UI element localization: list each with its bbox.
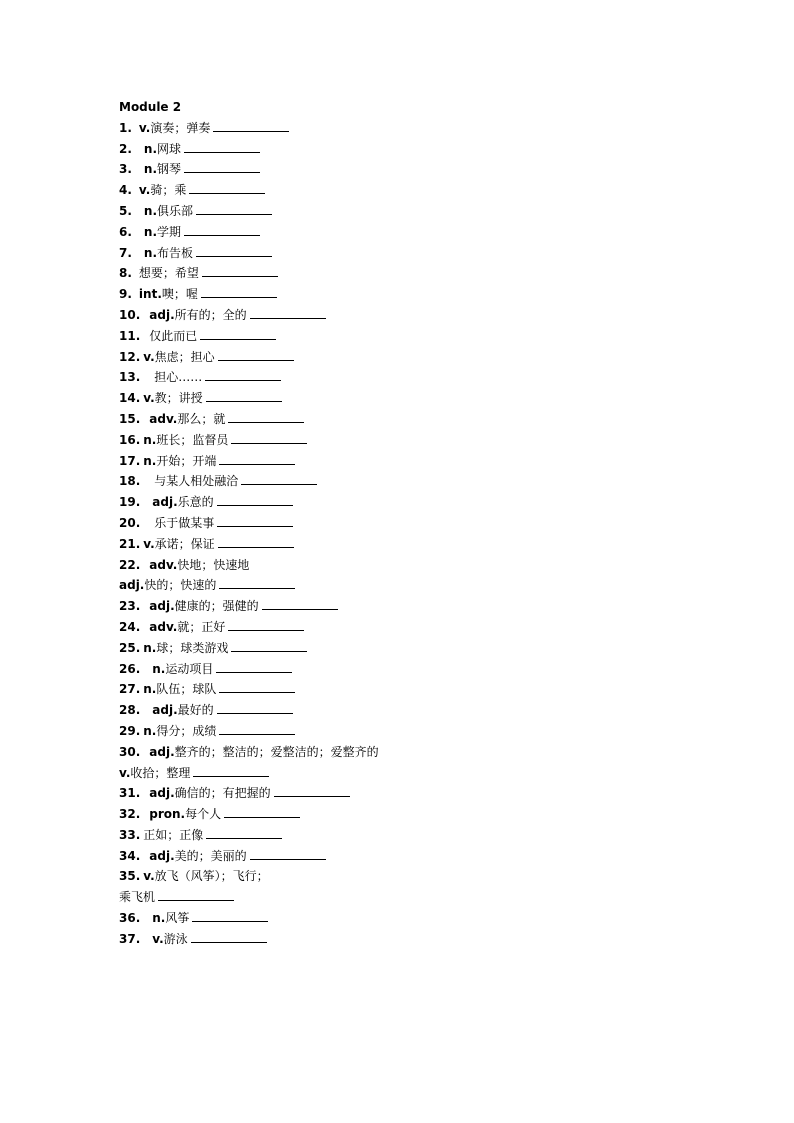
item-meaning: 开始；开端 [156,453,217,468]
item-meaning: 收拾；整理 [130,765,191,780]
answer-blank [262,608,338,610]
part-of-speech: n. [143,723,157,738]
list-item [119,367,419,388]
list-item [119,513,419,534]
item-number: 30. [119,744,141,759]
item-meaning: 最好的 [177,703,214,718]
item-number: 19. [119,495,141,510]
item-meaning: 乐于做某事 [154,515,215,530]
item-meaning: 游泳 [163,931,188,946]
part-of-speech: adj. [152,495,178,510]
item-meaning: 美的；美丽的 [174,848,247,863]
list-item [119,159,419,180]
answer-blank [250,317,326,319]
list-item [119,305,419,326]
part-of-speech: adj. [149,848,175,863]
item-number: 12. [119,349,141,364]
list-item [119,451,419,472]
part-of-speech: pron. [149,807,186,822]
item-meaning: 焦虑；担心 [154,349,215,364]
item-number: 32. [119,807,141,822]
list-item [119,326,419,347]
list-item [119,575,419,596]
item-meaning: 整齐的；整洁的；爱整洁的；爱整齐的 [174,744,379,759]
item-number: 22. [119,557,141,572]
answer-blank [231,650,307,652]
list-item [119,700,419,721]
item-number: 1. [119,120,132,135]
list-item [119,887,419,908]
item-meaning: 与某人相处融洽 [154,474,239,489]
part-of-speech: n. [143,141,158,156]
item-meaning: 网球 [157,141,182,156]
item-meaning: 正如；正像 [143,827,204,842]
answer-blank [219,733,295,735]
answer-blank [224,816,300,818]
part-of-speech: n. [143,432,157,447]
item-number: 35. [119,869,141,884]
list-item [119,742,419,763]
list-item [119,471,419,492]
item-meaning: 噢；喔 [161,287,198,302]
answer-blank [191,941,267,943]
item-number: 26. [119,661,141,676]
list-item [119,139,419,160]
item-number: 10. [119,307,141,322]
part-of-speech: n. [143,203,158,218]
list-item [119,492,419,513]
part-of-speech: adj. [149,744,175,759]
list-item [119,118,419,139]
list-item [119,534,419,555]
item-meaning: 演奏；弹奏 [150,120,211,135]
item-number: 11. [119,328,141,343]
list-item [119,263,419,284]
item-meaning: 快地；快速地 [177,557,250,572]
item-number: 20. [119,515,141,530]
answer-blank [241,483,317,485]
answer-blank [216,671,292,673]
answer-blank [201,296,277,298]
item-meaning: 运动项目 [165,661,214,676]
answer-blank [202,275,278,277]
answer-blank [196,213,272,215]
item-meaning: 想要；希望 [138,266,199,281]
list-item [119,721,419,742]
item-meaning: 风筝 [165,911,190,926]
answer-blank [219,463,295,465]
item-meaning: 乘飞机 [119,890,156,905]
answer-blank [219,691,295,693]
item-number: 28. [119,703,141,718]
part-of-speech: int. [138,287,162,302]
list-item [119,222,419,243]
item-number: 7. [119,245,132,260]
item-number: 6. [119,224,132,239]
part-of-speech: v. [143,391,155,406]
part-of-speech: v. [143,869,155,884]
list-item [119,284,419,305]
list-item [119,409,419,430]
part-of-speech: n. [143,453,157,468]
item-number: 31. [119,786,141,801]
item-meaning: 担心…… [154,370,203,385]
item-meaning: 放飞（风筝）；飞行； [154,869,269,884]
part-of-speech: v. [143,349,155,364]
item-number: 29. [119,723,141,738]
list-item [119,846,419,867]
item-meaning: 教；讲授 [154,391,203,406]
answer-blank [206,400,282,402]
vocabulary-items [119,118,419,950]
answer-blank [184,234,260,236]
item-number: 21. [119,536,141,551]
item-meaning: 钢琴 [157,162,182,177]
list-item [119,430,419,451]
answer-blank [213,130,289,132]
part-of-speech: adj. [152,703,178,718]
item-number: 9. [119,287,132,302]
item-meaning: 学期 [157,224,182,239]
part-of-speech: adv. [149,411,178,426]
part-of-speech: v. [138,120,151,135]
item-meaning: 骑；乘 [150,183,187,198]
item-number: 37. [119,931,141,946]
list-item [119,783,419,804]
item-number: 5. [119,203,132,218]
answer-blank [218,359,294,361]
item-meaning: 确信的；有把握的 [174,786,271,801]
item-number: 25. [119,640,141,655]
list-item [119,825,419,846]
part-of-speech: adj. [149,307,175,322]
item-meaning: 仅此而已 [149,328,198,343]
item-number: 24. [119,619,141,634]
answer-blank [189,192,265,194]
answer-blank [200,338,276,340]
answer-blank [218,546,294,548]
list-item [119,929,419,950]
answer-blank [196,255,272,257]
part-of-speech: n. [152,911,166,926]
item-number: 23. [119,599,141,614]
list-item [119,388,419,409]
list-item [119,763,419,784]
answer-blank [231,442,307,444]
answer-blank [192,920,268,922]
answer-blank [217,504,293,506]
answer-blank [205,379,281,381]
item-number: 27. [119,682,141,697]
part-of-speech: v. [119,765,131,780]
item-number: 3. [119,162,132,177]
list-item [119,555,419,576]
vocabulary-list [119,97,419,950]
item-number: 33. [119,827,141,842]
answer-blank [184,151,260,153]
module-title: Module 2 [119,100,182,114]
item-number: 8. [119,266,132,281]
list-item [119,908,419,929]
part-of-speech: n. [143,682,157,697]
item-meaning: 所有的；全的 [174,307,247,322]
list-item [119,804,419,825]
answer-blank [158,899,234,901]
item-meaning: 就；正好 [177,619,226,634]
answer-blank [274,795,350,797]
list-item [119,638,419,659]
part-of-speech: n. [143,162,158,177]
part-of-speech: v. [143,536,155,551]
item-meaning: 每个人 [185,807,222,822]
item-meaning: 快的；快速的 [144,578,217,593]
list-item [119,201,419,222]
part-of-speech: n. [152,661,166,676]
list-item [119,617,419,638]
part-of-speech: n. [143,224,158,239]
item-number: 14. [119,391,141,406]
list-item [119,347,419,368]
item-meaning: 乐意的 [177,495,214,510]
part-of-speech: v. [152,931,164,946]
list-item [119,596,419,617]
answer-blank [193,775,269,777]
item-meaning: 俱乐部 [157,203,194,218]
part-of-speech: adj. [149,786,175,801]
item-meaning: 得分；成绩 [156,723,217,738]
item-number: 36. [119,911,141,926]
item-number: 15. [119,411,141,426]
part-of-speech: adj. [119,578,145,593]
item-number: 34. [119,848,141,863]
part-of-speech: n. [143,245,158,260]
list-item [119,679,419,700]
part-of-speech: adv. [149,619,178,634]
item-meaning: 队伍；球队 [156,682,217,697]
answer-blank [219,587,295,589]
answer-blank [250,858,326,860]
item-meaning: 布告板 [157,245,194,260]
answer-blank [228,421,304,423]
list-item [119,866,419,887]
item-number: 4. [119,183,132,198]
answer-blank [217,525,293,527]
item-meaning: 班长；监督员 [156,432,229,447]
list-item [119,243,419,264]
item-meaning: 球；球类游戏 [156,640,229,655]
item-meaning: 承诺；保证 [154,536,215,551]
item-number: 16. [119,432,141,447]
answer-blank [217,712,293,714]
list-item [119,659,419,680]
item-meaning: 健康的；强健的 [174,599,259,614]
item-meaning: 那么；就 [177,411,226,426]
part-of-speech: n. [143,640,157,655]
answer-blank [184,171,260,173]
part-of-speech: adj. [149,599,175,614]
item-number: 17. [119,453,141,468]
list-item [119,180,419,201]
item-number: 2. [119,141,132,156]
item-number: 13. [119,370,141,385]
answer-blank [228,629,304,631]
part-of-speech: adv. [149,557,178,572]
part-of-speech: v. [138,183,151,198]
answer-blank [206,837,282,839]
item-number: 18. [119,474,141,489]
